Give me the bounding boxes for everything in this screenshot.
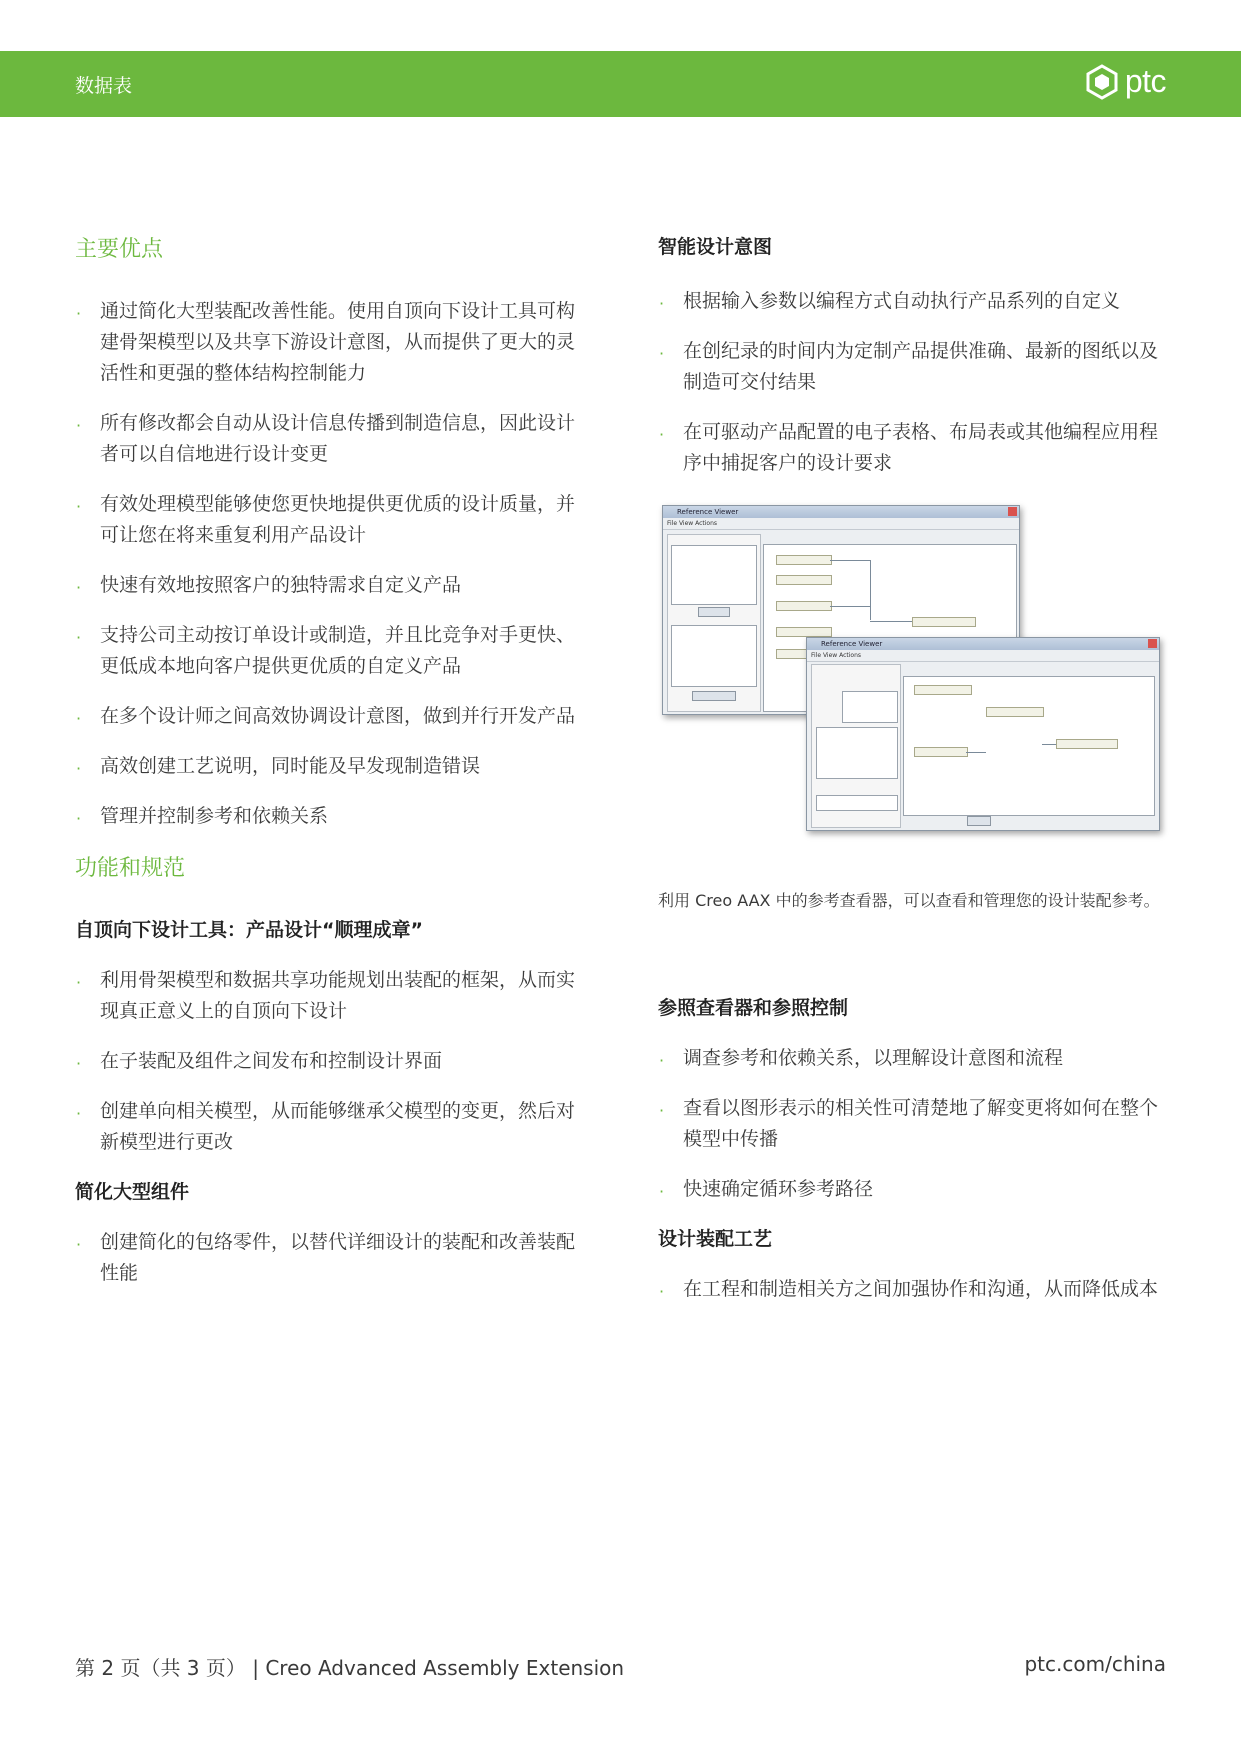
footer-page-info: 第 2 页（共 3 页） | Creo Advanced Assembly Extension <box>75 1656 625 1680</box>
ptc-logo-icon <box>1085 64 1119 100</box>
list-item: · 所有修改都会自动从设计信息传播到制造信息，因此设计者可以自信地进行设计变更 <box>76 412 576 465</box>
bullet-icon: · <box>76 1235 82 1254</box>
bullet-icon: · <box>76 759 82 778</box>
graph-canvas <box>903 676 1155 816</box>
list-item: · 在多个设计师之间高效协调设计意图，做到并行开发产品 <box>75 701 585 732</box>
list-item: · 查看以图形表示的相关性可清楚地了解变更将如何在整个模型中传播 <box>659 1097 1159 1150</box>
user-paths-list <box>671 545 757 605</box>
list-item: · 根据输入参数以编程方式自动执行产品系列的自定义 <box>658 286 1170 317</box>
list-item: · 在工程和制造相关方之间加强协作和沟通，从而降低成本 <box>658 1274 1170 1305</box>
window-titlebar: Reference Viewer <box>807 638 1159 650</box>
simplify-list <box>75 1227 585 1289</box>
bullet-icon: · <box>76 709 82 728</box>
graph-edge <box>966 752 986 753</box>
graph-edge <box>1042 744 1056 745</box>
list-item: · 高效创建工艺说明，同时能及早发现制造错误 <box>75 751 585 782</box>
close-button <box>967 816 991 826</box>
process-list <box>658 1274 1170 1305</box>
graph-edge <box>830 606 870 607</box>
graph-node <box>776 555 832 565</box>
features-title: 功能和规范 <box>75 856 186 881</box>
bullet-icon: · <box>76 416 82 435</box>
bullet-icon: · <box>76 809 82 828</box>
bullet-icon: · <box>76 497 82 516</box>
ref-list <box>658 1043 1170 1205</box>
key-benefits-title: 主要优点 <box>75 237 164 262</box>
graph-edge <box>830 560 870 561</box>
ptc-logo[interactable] <box>1085 63 1166 100</box>
filters-pane <box>667 534 761 712</box>
graph-node <box>776 627 832 637</box>
bullet-icon: · <box>76 1104 82 1123</box>
list-item: · 创建简化的包络零件，以替代详细设计的装配和改善装配性能 <box>76 1231 576 1284</box>
bullet-icon: · <box>659 1182 665 1201</box>
list-item: · 快速确定循环参考路径 <box>658 1174 1170 1205</box>
graph-node <box>914 747 968 757</box>
reference-types-list <box>816 727 898 779</box>
graph-node <box>914 685 972 695</box>
ptc-logo-text: ptc <box>1124 63 1166 99</box>
filters-pane <box>811 664 901 828</box>
intelligent-title: 智能设计意图 <box>658 236 773 258</box>
header-title: 数据表 <box>75 75 133 97</box>
list-item: · 快速有效地按照客户的独特需求自定义产品 <box>75 570 585 601</box>
graph-node <box>776 575 832 585</box>
bullet-icon: · <box>76 973 82 992</box>
bullet-icon: · <box>659 344 665 363</box>
left-column <box>75 232 585 1308</box>
bullet-icon: · <box>76 628 82 647</box>
graph-edge <box>870 560 871 620</box>
list-item: · 支持公司主动按订单设计或制造，并且比竞争对手更快、更低成本地向客户提供更优质的自定义产品 <box>76 624 576 677</box>
right-column <box>658 232 1170 1324</box>
bullet-icon: · <box>76 1054 82 1073</box>
window-menubar: File View Actions <box>663 518 1019 530</box>
key-benefits-list <box>75 296 585 832</box>
bullet-icon: · <box>659 1282 665 1301</box>
window-menubar: File View Actions <box>807 650 1159 662</box>
list-item: · 调查参考和依赖关系，以理解设计意图和流程 <box>658 1043 1170 1074</box>
graph-node <box>986 707 1044 717</box>
filter-by-select <box>816 795 898 811</box>
bullet-icon: · <box>659 294 665 313</box>
list-item: · 有效处理模型能够使您更快地提供更优质的设计质量，并可让您在将来重复利用产品设计 <box>76 493 576 546</box>
simplify-title: 简化大型组件 <box>75 1181 190 1203</box>
reference-viewer-screenshot <box>660 505 1160 865</box>
graph-node <box>912 617 976 627</box>
footer-website-link[interactable]: ptc.com/china <box>1024 1652 1166 1676</box>
close-icon <box>1008 507 1017 516</box>
bullet-icon: · <box>76 578 82 597</box>
list-item: · 在可驱动产品配置的电子表格、布局表或其他编程应用程序中捕捉客户的设计要求 <box>659 421 1159 474</box>
bullet-icon: · <box>659 425 665 444</box>
bullet-icon: · <box>76 304 82 323</box>
topdown-title: 自顶向下设计工具：产品设计“顺理成章” <box>75 919 423 941</box>
list-item: · 管理并控制参考和依赖关系 <box>75 801 585 832</box>
bullet-icon: · <box>659 1101 665 1120</box>
ref-title: 参照查看器和参照控制 <box>658 997 849 1019</box>
find-paths-button <box>698 607 730 617</box>
list-item: · 利用骨架模型和数据共享功能规划出装配的框架，从而实现真正意义上的自顶向下设计 <box>76 969 576 1022</box>
circular-paths-list <box>671 625 757 687</box>
header-bar <box>0 51 1241 117</box>
list-item: · 通过简化大型装配改善性能。使用自顶向下设计工具可构建骨架模型以及共享下游设计意图，从而提供了更大的灵活性和更强的整体结构控制能力 <box>76 300 576 384</box>
find-circular-paths-button <box>692 691 736 701</box>
graph-node <box>776 601 832 611</box>
bullet-icon: · <box>659 1051 665 1070</box>
list-item: · 在子装配及组件之间发布和控制设计界面 <box>75 1046 585 1077</box>
window-titlebar: Reference Viewer <box>663 506 1019 518</box>
process-title: 设计装配工艺 <box>658 1228 773 1250</box>
graph-edge <box>870 621 912 622</box>
screenshot-caption: 利用 Creo AAX 中的参考查看器，可以查看和管理您的设计装配参考。 <box>658 891 1160 910</box>
list-item: · 创建单向相关模型，从而能够继承父模型的变更，然后对新模型进行更改 <box>76 1100 576 1153</box>
close-icon <box>1148 639 1157 648</box>
intelligent-list <box>658 286 1170 479</box>
list-item: · 在创纪录的时间内为定制产品提供准确、最新的图纸以及制造可交付结果 <box>659 340 1159 393</box>
scope-selectors <box>842 691 898 723</box>
reference-viewer-window-front <box>806 637 1160 831</box>
graph-node <box>1056 739 1118 749</box>
topdown-list <box>75 965 585 1158</box>
